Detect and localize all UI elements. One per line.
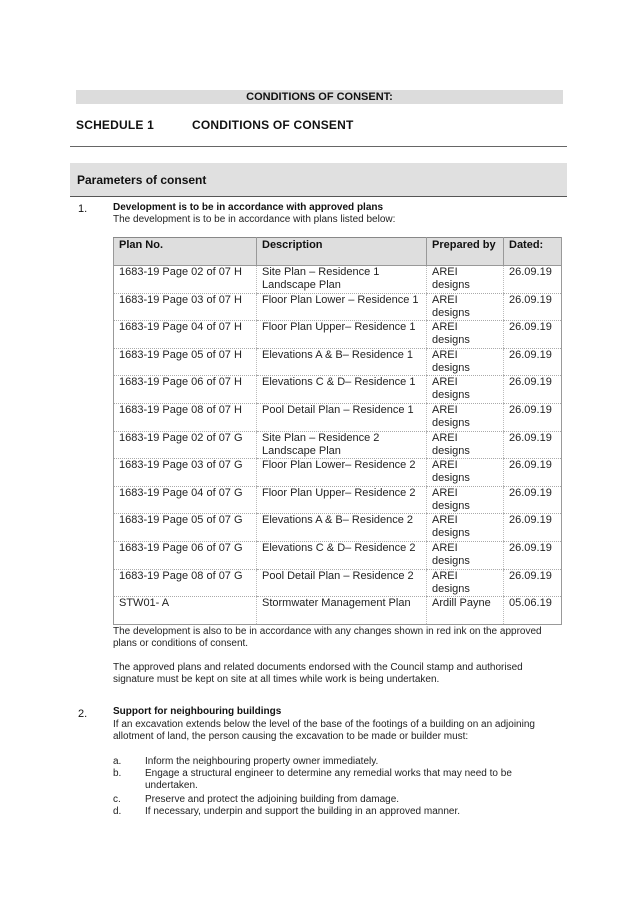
list-marker: c. bbox=[113, 794, 121, 805]
table-cell: AREI designs bbox=[427, 514, 504, 542]
condition-intro: If an excavation extends below the level of the base of the footings of a building on an adjoining allotment of land, the person causing the excavation to be made or builder must: bbox=[113, 719, 535, 742]
table-cell: Elevations C & D– Residence 2 bbox=[257, 541, 427, 569]
table-cell: 26.09.19 bbox=[504, 321, 562, 349]
table-row bbox=[114, 514, 562, 542]
table-row bbox=[114, 431, 562, 459]
table-cell: Stormwater Management Plan bbox=[257, 597, 427, 625]
conditions-title: CONDITIONS OF CONSENT: bbox=[76, 90, 563, 104]
table-row bbox=[114, 321, 562, 349]
table-cell: 1683-19 Page 08 of 07 H bbox=[114, 403, 257, 431]
condition-heading: Development is to be in accordance with approved plans bbox=[113, 202, 384, 213]
condition-number: 2. bbox=[78, 708, 88, 720]
list-marker: b. bbox=[113, 768, 122, 779]
table-cell: 1683-19 Page 04 of 07 H bbox=[114, 321, 257, 349]
table-cell: AREI designs bbox=[427, 293, 504, 321]
column-header: Dated: bbox=[504, 238, 562, 266]
table-row bbox=[114, 376, 562, 404]
table-cell: Elevations A & B– Residence 2 bbox=[257, 514, 427, 542]
table-row bbox=[114, 541, 562, 569]
condition-number: 1. bbox=[78, 203, 88, 215]
table-cell: 26.09.19 bbox=[504, 376, 562, 404]
table-cell: 26.09.19 bbox=[504, 569, 562, 597]
list-marker: d. bbox=[113, 806, 122, 817]
table-cell: 26.09.19 bbox=[504, 348, 562, 376]
table-cell: Floor Plan Upper– Residence 1 bbox=[257, 321, 427, 349]
condition-heading: Support for neighbouring buildings bbox=[113, 706, 282, 717]
table-cell: AREI designs bbox=[427, 541, 504, 569]
list-item bbox=[113, 768, 553, 792]
after-table-note: The development is also to be in accordance with any changes shown in red ink on the approved plans or conditions of consent. bbox=[113, 626, 542, 649]
table-cell: 1683-19 Page 02 of 07 H bbox=[114, 266, 257, 294]
list-item bbox=[113, 794, 553, 806]
table-row bbox=[114, 293, 562, 321]
list-marker: a. bbox=[113, 756, 122, 767]
schedule-label: SCHEDULE 1 bbox=[76, 118, 155, 132]
table-cell: Pool Detail Plan – Residence 2 bbox=[257, 569, 427, 597]
divider bbox=[70, 146, 567, 147]
table-cell: 1683-19 Page 05 of 07 G bbox=[114, 514, 257, 542]
table-cell: 26.09.19 bbox=[504, 459, 562, 487]
table-cell: 26.09.19 bbox=[504, 541, 562, 569]
table-cell: 1683-19 Page 04 of 07 G bbox=[114, 486, 257, 514]
table-cell: Pool Detail Plan – Residence 1 bbox=[257, 403, 427, 431]
table-row bbox=[114, 597, 562, 625]
parameters-section-header bbox=[70, 163, 567, 197]
table-cell: Floor Plan Lower – Residence 1 bbox=[257, 293, 427, 321]
list-text: If necessary, underpin and support the building in an approved manner. bbox=[145, 806, 461, 817]
column-header: Description bbox=[257, 238, 427, 266]
table-cell: 1683-19 Page 02 of 07 G bbox=[114, 431, 257, 459]
table-cell: 26.09.19 bbox=[504, 514, 562, 542]
table-cell: 1683-19 Page 03 of 07 H bbox=[114, 293, 257, 321]
list-text: Inform the neighbouring property owner immediately. bbox=[145, 756, 379, 767]
table-cell: Site Plan – Residence 2 Landscape Plan bbox=[257, 431, 427, 459]
table-row bbox=[114, 459, 562, 487]
column-header: Prepared by bbox=[427, 238, 504, 266]
table-cell: Floor Plan Upper– Residence 2 bbox=[257, 486, 427, 514]
table-cell: 1683-19 Page 05 of 07 H bbox=[114, 348, 257, 376]
condition-intro: The development is to be in accordance with plans listed below: bbox=[113, 214, 396, 225]
table-row bbox=[114, 348, 562, 376]
table-cell: AREI designs bbox=[427, 403, 504, 431]
table-cell: AREI designs bbox=[427, 486, 504, 514]
table-cell: AREI designs bbox=[427, 569, 504, 597]
approved-plans-table bbox=[113, 237, 562, 625]
table-cell: 05.06.19 bbox=[504, 597, 562, 625]
list-item bbox=[113, 756, 553, 768]
table-cell: AREI designs bbox=[427, 431, 504, 459]
schedule-heading bbox=[76, 118, 354, 132]
table-header-row bbox=[114, 238, 562, 266]
table-cell: AREI designs bbox=[427, 266, 504, 294]
table-cell: 26.09.19 bbox=[504, 486, 562, 514]
stamp-note: The approved plans and related documents endorsed with the Council stamp and authorised signature must be kept on site at all times while work is being undertaken. bbox=[113, 662, 523, 685]
table-row bbox=[114, 403, 562, 431]
schedule-title: CONDITIONS OF CONSENT bbox=[192, 118, 354, 132]
table-cell: AREI designs bbox=[427, 459, 504, 487]
table-cell: AREI designs bbox=[427, 376, 504, 404]
table-row bbox=[114, 266, 562, 294]
table-cell: 26.09.19 bbox=[504, 266, 562, 294]
table-cell: Ardill Payne bbox=[427, 597, 504, 625]
table-cell: Elevations A & B– Residence 1 bbox=[257, 348, 427, 376]
table-cell: 26.09.19 bbox=[504, 403, 562, 431]
table-row bbox=[114, 569, 562, 597]
table-cell: 1683-19 Page 03 of 07 G bbox=[114, 459, 257, 487]
table-cell: 1683-19 Page 06 of 07 H bbox=[114, 376, 257, 404]
table-cell: 1683-19 Page 06 of 07 G bbox=[114, 541, 257, 569]
parameters-title: Parameters of consent bbox=[77, 173, 207, 187]
table-cell: 1683-19 Page 08 of 07 G bbox=[114, 569, 257, 597]
table-cell: Floor Plan Lower– Residence 2 bbox=[257, 459, 427, 487]
table-cell: 26.09.19 bbox=[504, 293, 562, 321]
list-text: Engage a structural engineer to determine any remedial works that may need to be undertaken. bbox=[145, 768, 512, 791]
table-cell: AREI designs bbox=[427, 321, 504, 349]
table-cell: Site Plan – Residence 1 Landscape Plan bbox=[257, 266, 427, 294]
list-item bbox=[113, 806, 553, 818]
table-row bbox=[114, 486, 562, 514]
table-cell: AREI designs bbox=[427, 348, 504, 376]
table-cell: STW01- A bbox=[114, 597, 257, 625]
table-cell: 26.09.19 bbox=[504, 431, 562, 459]
column-header: Plan No. bbox=[114, 238, 257, 266]
table-cell: Elevations C & D– Residence 1 bbox=[257, 376, 427, 404]
list-text: Preserve and protect the adjoining building from damage. bbox=[145, 794, 400, 805]
